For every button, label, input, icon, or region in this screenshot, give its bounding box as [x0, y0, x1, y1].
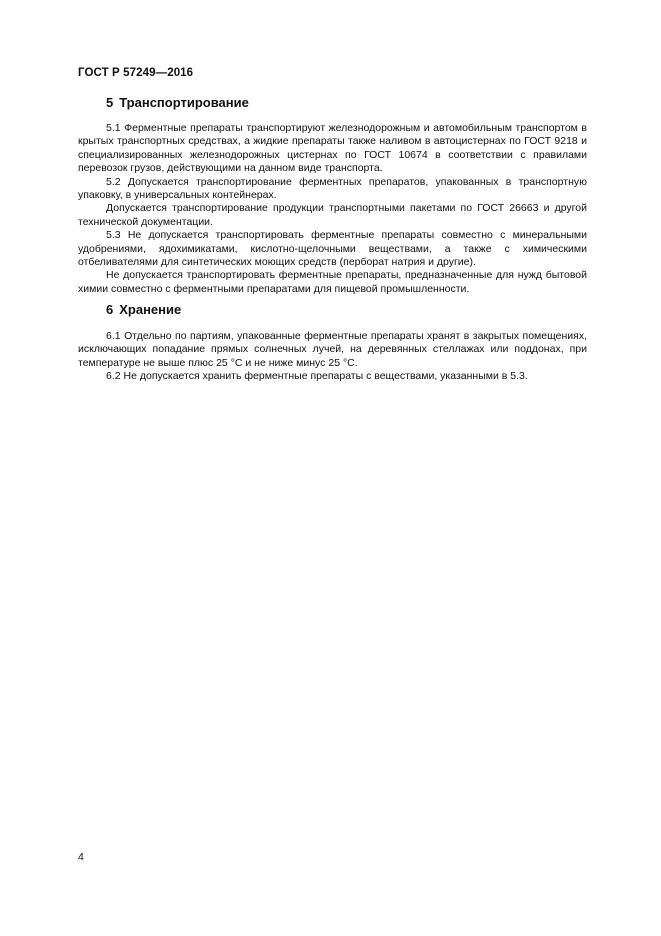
- paragraph-5-3: 5.3 Не допускается транспортировать ферментные препараты совместно с минеральными удобрениями, ядохимикатами, кислотно-щелочными веществами, а также с химическими отбеливателями для синтетических моющих средств (перборат натрия и другие).: [78, 229, 587, 269]
- section-number: 5: [106, 95, 114, 110]
- section-number: 6: [106, 302, 114, 317]
- paragraph-6-2: 6.2 Не допускается хранить ферментные препараты с веществами, указанными в 5.3.: [106, 370, 528, 383]
- section-6-body: [78, 330, 587, 384]
- paragraph-6-1: 6.1 Отдельно по партиям, упакованные ферментные препараты хранят в закрытых помещениях, исключающих попадание прямых солнечных лучей, на деревянных стеллажах или поддонах, при температуре не выше плюс 25 °С и не ниже минус 25 °С.: [78, 330, 587, 369]
- paragraph-5-2-extra: Допускается транспортирование продукции транспортными пакетами по ГОСТ 26663 и другой технической документации.: [78, 202, 587, 228]
- section-heading: Хранение: [119, 302, 182, 317]
- section-5-body: [78, 122, 587, 296]
- standard-header: ГОСТ Р 57249—2016: [78, 67, 194, 79]
- section-heading: Транспортирование: [119, 95, 249, 110]
- page-number: 4: [78, 851, 84, 863]
- paragraph-5-3-extra: Не допускается транспортировать ферментные препараты, предназначенные для нужд бытовой химии совместно с ферментными препаратами для пищевой промышленности.: [78, 269, 587, 295]
- paragraph-5-1: 5.1 Ферментные препараты транспортируют железнодорожным и автомобильным транспортом в крытых транспортных средствах, а жидкие препараты также наливом в автоцистернах по ГОСТ 9218 и специализированных железнодорожных цистернах по ГОСТ 10674 в соответствии с правилами перевозок грузов, действующими на данном виде транспорта.: [78, 122, 587, 175]
- section-5-title: [106, 95, 249, 110]
- paragraph-5-2: 5.2 Допускается транспортирование ферментных препаратов, упакованных в транспортную упаковку, в универсальных контейнерах.: [78, 175, 587, 202]
- section-6-title: [106, 302, 181, 317]
